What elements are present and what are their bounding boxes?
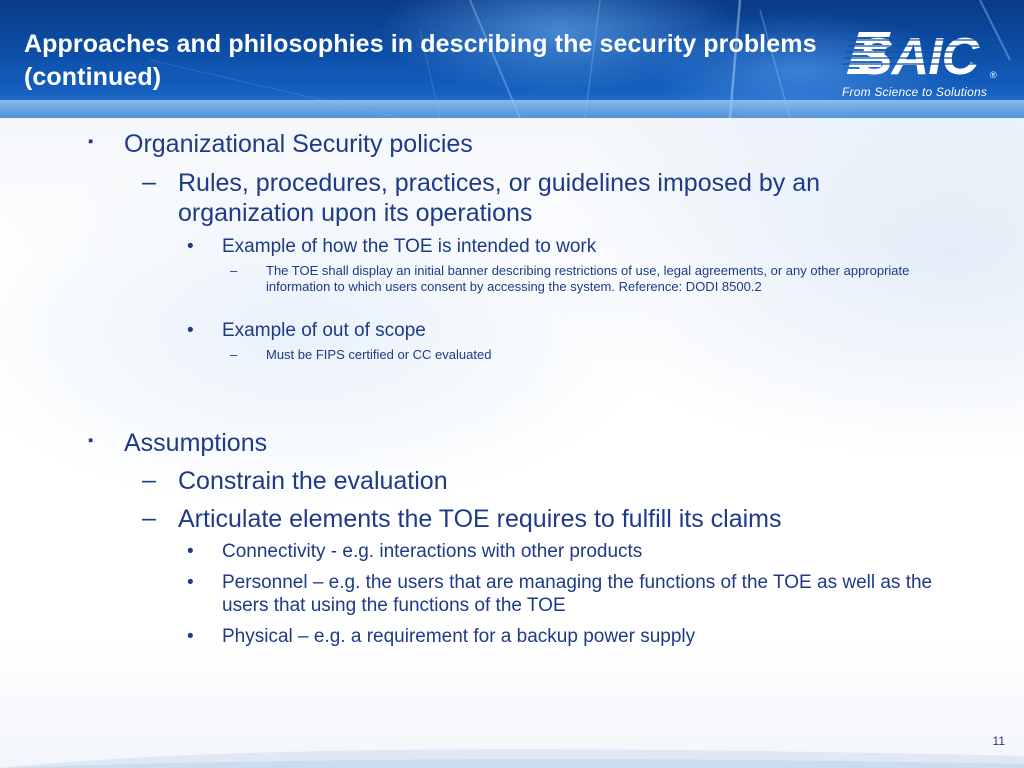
bullet-organizational-security-policies: Organizational Security policies	[124, 130, 473, 158]
dash-bullet-icon: –	[142, 504, 156, 532]
page-number: 11	[992, 734, 1005, 748]
footer-wave-decoration	[0, 738, 1024, 768]
bullet-example-out-of-scope: Example of out of scope	[222, 320, 426, 341]
bullet-banner-requirement: The TOE shall display an initial banner describing restrictions of use, legal agreements, or any other appropriate information to which users consent by accessing the system. Reference: DODI 8500.2	[266, 263, 910, 294]
dot-bullet-icon: •	[187, 236, 194, 257]
bullet-assumptions: Assumptions	[124, 429, 268, 457]
dash-bullet-icon: –	[230, 347, 238, 362]
dot-bullet-icon: •	[187, 320, 194, 341]
slide-title: Approaches and philosophies in describing the security problems (continued)	[24, 30, 817, 91]
bullet-policies-definition: Rules, procedures, practices, or guidelines imposed by an organization upon its operations	[178, 169, 821, 227]
bullet-personnel: Personnel – e.g. the users that are managing the functions of the TOE as well as the users that using the functions of the TOE	[222, 572, 933, 616]
logo-tagline: From Science to Solutions	[842, 85, 988, 99]
dash-bullet-icon: –	[142, 466, 156, 494]
dash-bullet-icon: –	[142, 168, 156, 196]
registered-mark: ®	[990, 70, 997, 80]
dot-bullet-icon: •	[187, 541, 194, 562]
bullet-connectivity: Connectivity - e.g. interactions with other products	[222, 541, 643, 562]
logo-wordmark: SAIC	[858, 28, 979, 86]
dot-bullet-icon: •	[187, 572, 194, 593]
bullet-physical: Physical – e.g. a requirement for a backup power supply	[222, 626, 696, 647]
bullet-example-intended: Example of how the TOE is intended to work	[222, 236, 597, 257]
bullet-articulate-elements: Articulate elements the TOE requires to fulfill its claims	[178, 505, 782, 533]
square-bullet-icon: ▪	[88, 432, 94, 449]
bullet-constrain-evaluation: Constrain the evaluation	[178, 467, 448, 495]
dash-bullet-icon: –	[230, 263, 238, 278]
dot-bullet-icon: •	[187, 626, 194, 647]
bullet-fips-requirement: Must be FIPS certified or CC evaluated	[266, 347, 492, 362]
square-bullet-icon: ▪	[88, 133, 94, 150]
